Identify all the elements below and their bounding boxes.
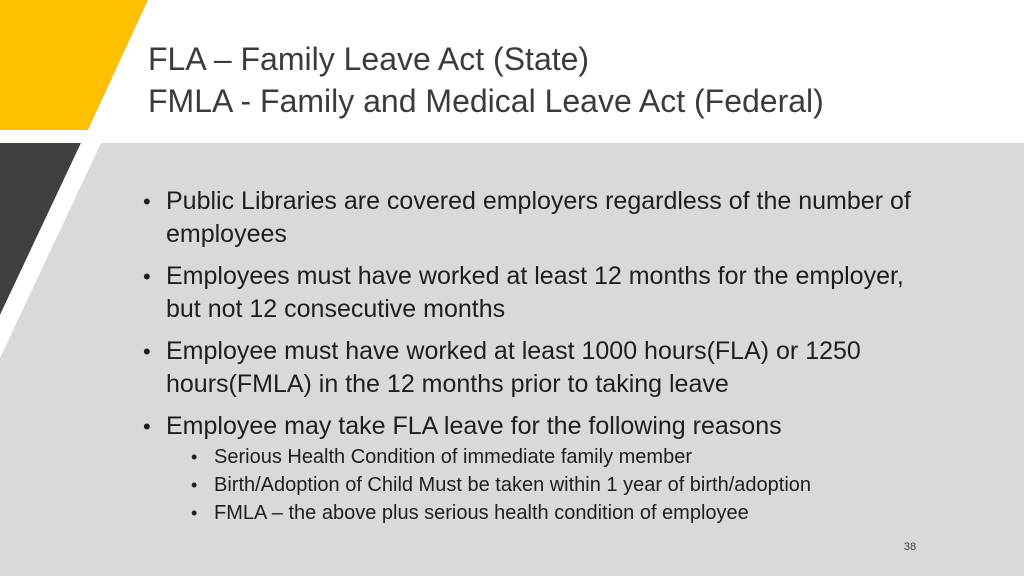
sub-bullet-item xyxy=(191,443,933,471)
sub-bullet-text: Serious Health Condition of immediate family member xyxy=(214,446,692,468)
bullet-marker: • xyxy=(143,189,151,214)
bullet-text: Public Libraries are covered employers regardless of the number of employees xyxy=(166,187,911,248)
slide-body xyxy=(143,185,933,527)
bullet-text: Employees must have worked at least 12 months for the employer, but not 12 consecutive months xyxy=(166,262,904,323)
bullet-marker: • xyxy=(143,414,151,439)
bullet-item xyxy=(143,260,933,326)
bullet-text: Employee must have worked at least 1000 hours(FLA) or 1250 hours(FMLA) in the 12 months prior to taking leave xyxy=(166,337,861,398)
page-number: 38 xyxy=(903,541,917,553)
slide-title xyxy=(148,38,988,122)
sub-bullet-text: Birth/Adoption of Child Must be taken within 1 year of birth/adoption xyxy=(214,474,812,496)
bullet-marker: • xyxy=(143,264,151,289)
bullet-item xyxy=(143,185,933,251)
title-line-1: FLA – Family Leave Act (State) xyxy=(148,41,590,77)
sub-bullet-marker: • xyxy=(191,503,198,523)
bullet-text: Employee may take FLA leave for the following reasons xyxy=(166,412,782,440)
bullet-item xyxy=(143,335,933,401)
yellow-accent-shape xyxy=(0,0,148,130)
sub-bullet-item xyxy=(191,471,933,499)
sub-bullet-item xyxy=(191,499,933,527)
sub-bullet-list xyxy=(143,443,933,527)
title-line-2: FMLA - Family and Medical Leave Act (Federal) xyxy=(148,83,824,119)
bullet-marker: • xyxy=(143,339,151,364)
bullet-item xyxy=(143,410,933,443)
sub-bullet-marker: • xyxy=(191,475,198,495)
sub-bullet-text: FMLA – the above plus serious health condition of employee xyxy=(214,502,749,524)
bullet-list xyxy=(143,185,933,443)
sub-bullet-marker: • xyxy=(191,447,198,467)
